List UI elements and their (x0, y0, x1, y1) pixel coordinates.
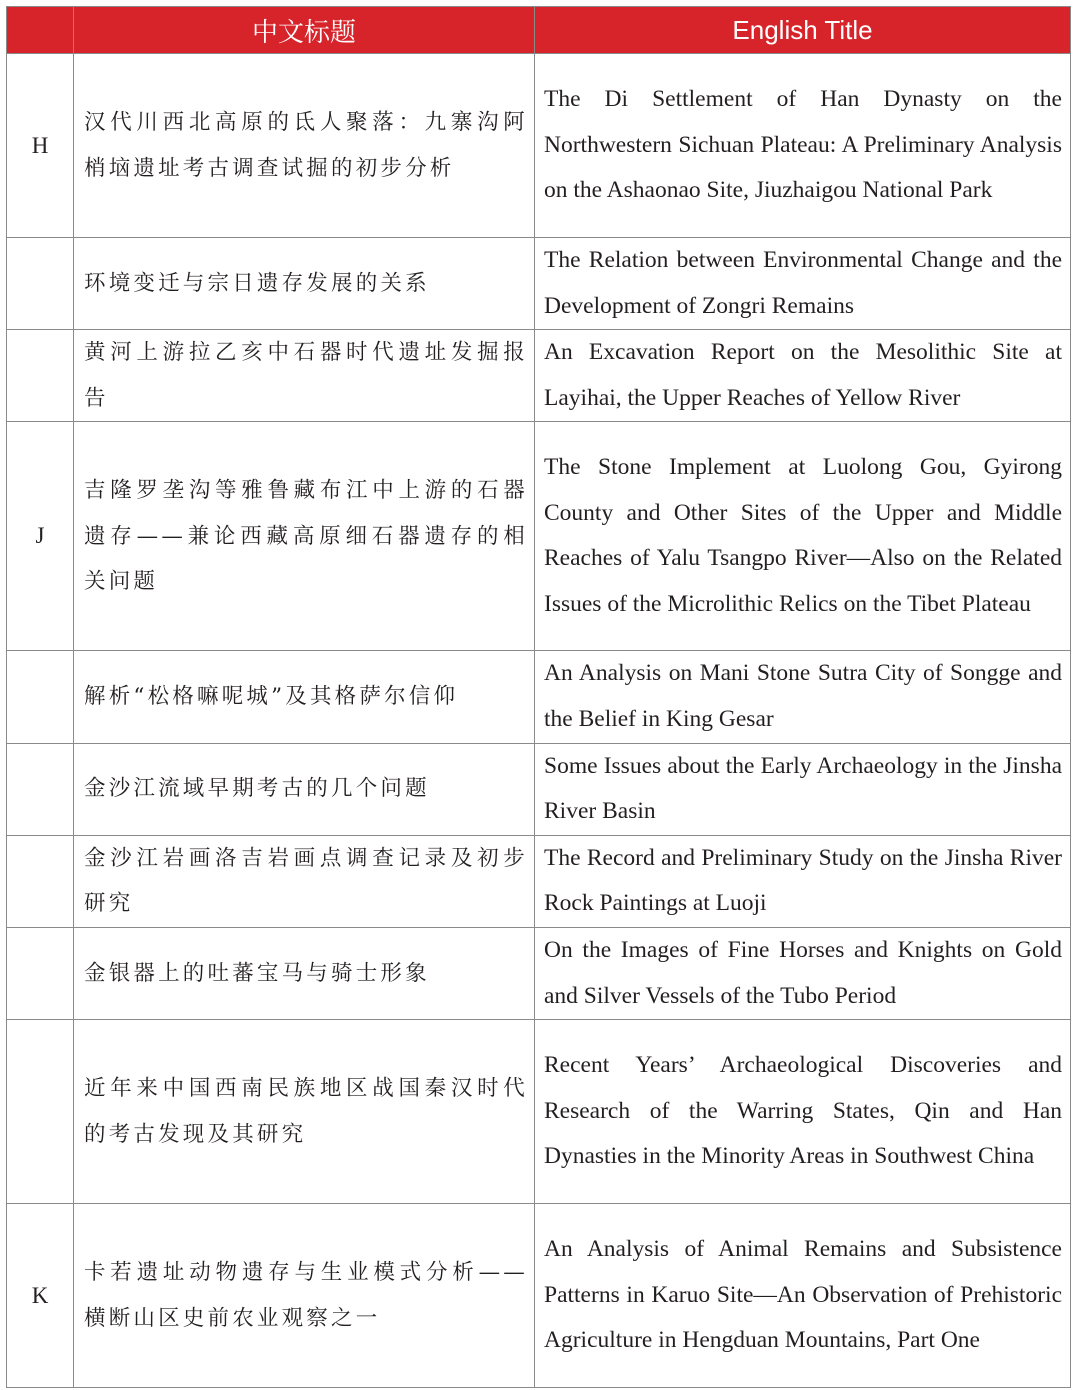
table-row (7, 238, 1071, 330)
chinese-title-cell: 金沙江流域早期考古的几个问题 (74, 743, 535, 835)
chinese-title-cell: 金银器上的吐蕃宝马与骑士形象 (74, 927, 535, 1019)
index-letter (7, 238, 74, 330)
chinese-title-cell: 近年来中国西南民族地区战国秦汉时代的考古发现及其研究 (74, 1020, 535, 1204)
english-title-cell: The Record and Preliminary Study on the Jinsha River Rock Paintings at Luoji (535, 835, 1071, 927)
english-title-cell: An Analysis of Animal Remains and Subsistence Patterns in Karuo Site—An Observation of Prehistoric Agriculture in Hengduan Mountains, Part One (535, 1204, 1071, 1388)
index-letter (7, 743, 74, 835)
index-letter: K (7, 1204, 74, 1388)
header-letter-cell (7, 7, 74, 54)
chinese-title-cell: 金沙江岩画洛吉岩画点调查记录及初步研究 (74, 835, 535, 927)
index-letter (7, 1020, 74, 1204)
english-title-cell: Recent Years’ Archaeological Discoveries and Research of the Warring States, Qin and Han Dynasties in the Minority Areas in Southwest China (535, 1020, 1071, 1204)
table-row (7, 330, 1071, 422)
table-row (7, 835, 1071, 927)
chinese-title-cell: 黄河上游拉乙亥中石器时代遗址发掘报告 (74, 330, 535, 422)
table-row (7, 1204, 1071, 1388)
index-letter (7, 651, 74, 743)
table-row (7, 927, 1071, 1019)
index-letter (7, 835, 74, 927)
english-title-cell: The Di Settlement of Han Dynasty on the Northwestern Sichuan Plateau: A Preliminary Analysis on the Ashaonao Site, Jiuzhaigou National Park (535, 54, 1071, 238)
table-row (7, 651, 1071, 743)
english-title-cell: An Analysis on Mani Stone Sutra City of Songge and the Belief in King Gesar (535, 651, 1071, 743)
title-index-table (6, 6, 1071, 1388)
table-row (7, 54, 1071, 238)
header-chinese-title: 中文标题 (74, 7, 535, 54)
chinese-title-cell: 环境变迁与宗日遗存发展的关系 (74, 238, 535, 330)
chinese-title-cell: 解析“松格嘛呢城”及其格萨尔信仰 (74, 651, 535, 743)
table-row (7, 743, 1071, 835)
header-english-title: English Title (535, 7, 1071, 54)
english-title-cell: An Excavation Report on the Mesolithic Site at Layihai, the Upper Reaches of Yellow River (535, 330, 1071, 422)
index-letter: H (7, 54, 74, 238)
index-letter: J (7, 422, 74, 651)
english-title-cell: The Relation between Environmental Change and the Development of Zongri Remains (535, 238, 1071, 330)
english-title-cell: The Stone Implement at Luolong Gou, Gyirong County and Other Sites of the Upper and Middle Reaches of Yalu Tsangpo River—Also on the Related Issues of the Microlithic Relics on the Tibet Plateau (535, 422, 1071, 651)
index-letter (7, 927, 74, 1019)
chinese-title-cell: 汉代川西北高原的氐人聚落：九寨沟阿梢垴遗址考古调查试掘的初步分析 (74, 54, 535, 238)
english-title-cell: Some Issues about the Early Archaeology in the Jinsha River Basin (535, 743, 1071, 835)
title-index-table-container (6, 6, 1070, 1388)
index-letter (7, 330, 74, 422)
header-row (7, 7, 1071, 54)
table-row (7, 422, 1071, 651)
table-row (7, 1020, 1071, 1204)
english-title-cell: On the Images of Fine Horses and Knights on Gold and Silver Vessels of the Tubo Period (535, 927, 1071, 1019)
chinese-title-cell: 吉隆罗垄沟等雅鲁藏布江中上游的石器遗存——兼论西藏高原细石器遗存的相关问题 (74, 422, 535, 651)
chinese-title-cell: 卡若遗址动物遗存与生业模式分析——横断山区史前农业观察之一 (74, 1204, 535, 1388)
